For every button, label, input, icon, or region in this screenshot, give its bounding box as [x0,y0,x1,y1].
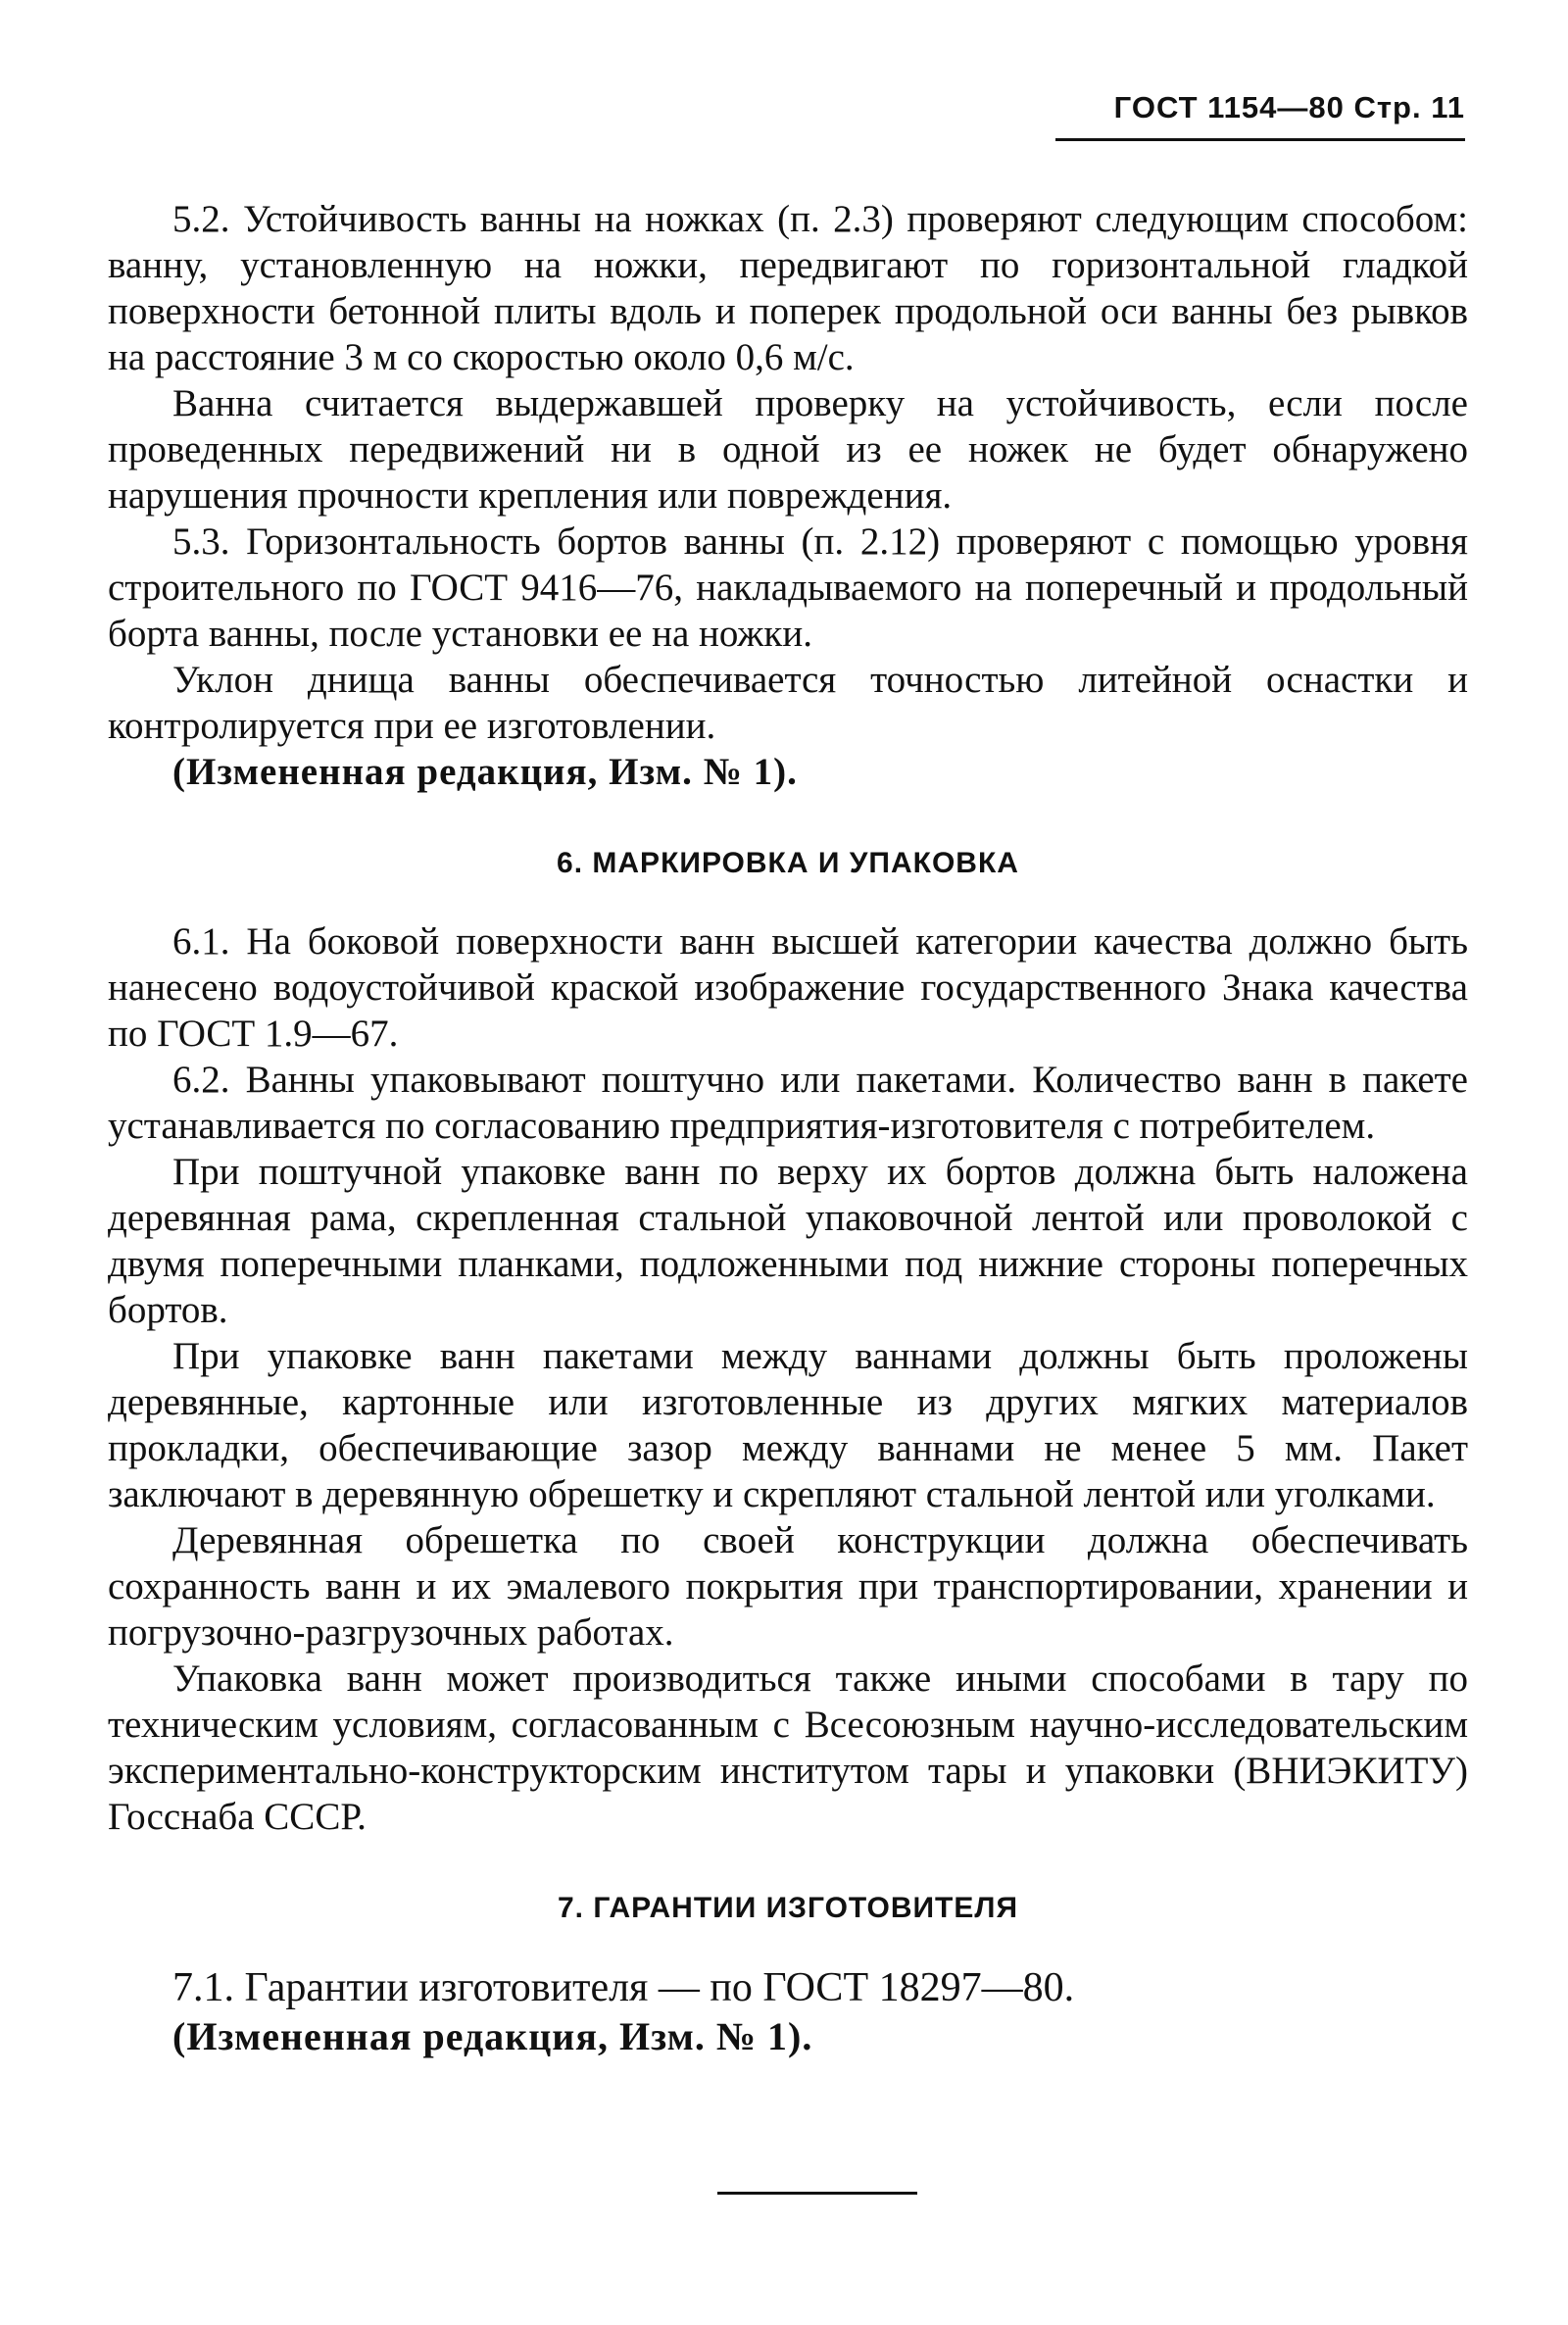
standard-code: ГОСТ 1154—80 [1113,90,1345,124]
paragraph-5-3-slope: Уклон днища ванны обеспечивается точностью литейной оснастки и контролируется при ее изготовлении. [108,659,1468,747]
section-6-title: 6. МАРКИРОВКА И УПАКОВКА [557,847,1019,879]
page-header [1114,88,1465,127]
amendment-note-section-5: (Измененная редакция, Изм. № 1). [172,751,798,793]
paragraph-6-2-other-methods: Упаковка ванн может производиться также иными способами в тару по техническим условиям, согласованным с Всесоюзным научно-исследовательским экспериментально-конструкторским институтом тары и упаковки (ВНИЭКИТУ) Госснаба СССР. [108,1657,1468,1838]
end-rule [717,2192,917,2195]
paragraph-6-2-package-packing: При упаковке ванн пакетами между ваннами должны быть проложены деревянные, картонные или изготовленные из других мягких материалов прокладки, обеспечивающие зазор между ваннами не менее 5 мм. Пакет заключают в деревянную обрешетку и скрепляют стальной лентой или уголками. [108,1335,1468,1515]
paragraph-5-2: 5.2. Устойчивость ванны на ножках (п. 2.3) проверяют следующим способом: ванну, установленную на ножки, передвигают по горизонтальной гладкой поверхности бетонной плиты вдоль и поперек продольной оси ванны без рывков на расстояние 3 м со скоростью около 0,6 м/с. [108,198,1468,378]
paragraph-6-2: 6.2. Ванны упаковывают поштучно или пакетами. Количество ванн в пакете устанавливается по согласованию предприятия-изготовителя с потребителем. [108,1059,1468,1147]
section-7-title: 7. ГАРАНТИИ ИЗГОТОВИТЕЛЯ [557,1892,1018,1924]
paragraph-5-3: 5.3. Горизонтальность бортов ванны (п. 2.12) проверяют с помощью уровня строительного по ГОСТ 9416—76, накладываемого на поперечный и продольный борта ванны, после установки ее на ножки. [108,520,1468,655]
paragraph-6-1: 6.1. На боковой поверхности ванн высшей категории качества должно быть нанесено водоустойчивой краской изображение государственного Знака качества по ГОСТ 1.9—67. [108,920,1468,1055]
page-number: Стр. 11 [1353,90,1465,124]
amendment-note-section-7: (Измененная редакция, Изм. № 1). [172,2014,813,2058]
paragraph-7-1: 7.1. Гарантии изготовителя — по ГОСТ 18297—80. [172,1965,1075,2010]
document-body [108,196,1468,2061]
paragraph-6-2-single-packing: При поштучной упаковке ванн по верху их бортов должна быть наложена деревянная рама, скрепленная стальной упаковочной лентой или проволокой с двумя поперечными планками, подложенными под нижние стороны поперечных бортов. [108,1151,1468,1331]
paragraph-6-2-crate: Деревянная обрешетка по своей конструкции должна обеспечивать сохранность ванн и их эмалевого покрытия при транспортировании, хранении и погрузочно-разгрузочных работах. [108,1519,1468,1654]
paragraph-5-2-stability-result: Ванна считается выдержавшей проверку на устойчивость, если после проведенных передвижений ни в одной из ее ножек не будет обнаружено нарушения прочности крепления или повреждения. [108,382,1468,517]
header-rule [1055,138,1465,141]
